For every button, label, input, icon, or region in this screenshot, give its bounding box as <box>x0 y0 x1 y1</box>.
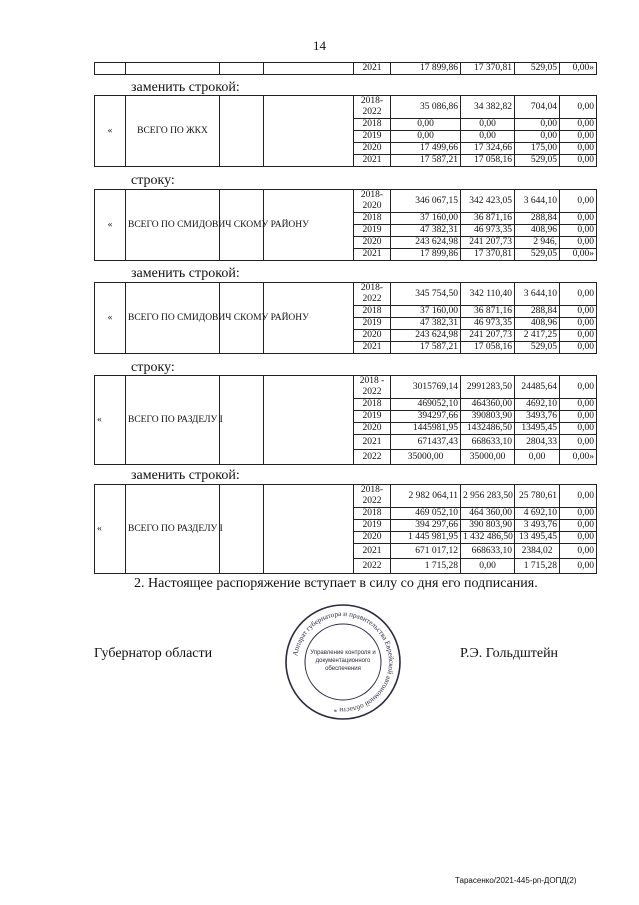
table-row: 2019 47 382,31 46 973,35 408,96 0,00 <box>95 225 597 237</box>
table-block-section-old <box>94 375 597 465</box>
table-row: « ВСЕГО ПО СМИДОВИЧ СКОМУ РАЙОНУ 2018-2020 346 067,15 342 423,05 3 644,10 0,00 <box>95 190 597 213</box>
table-row: 2019 0,00 0,00 0,00 0,00 <box>95 131 597 143</box>
page-number: 14 <box>313 38 326 53</box>
paragraph-effective-date: 2. Настоящее распоряжение вступает в силу со дня его подписания. <box>134 576 538 591</box>
table-row: 2021 671437,43 668633,10 2804,33 0,00 <box>95 435 597 450</box>
footer-file-ref: Тарасенко/2021-445-рп-ДОПД(2) <box>455 876 577 885</box>
svg-text:Управление контроля и: Управление контроля и <box>310 650 376 656</box>
table-row: « ВСЕГО ПО ЖКХ 2018-2022 35 086,86 34 382,82 704,04 0,00 <box>95 96 597 119</box>
table-row: 2020 17 499,66 17 324,66 175,00 0,00 <box>95 143 597 155</box>
table-row: 2020 243 624,98 241 207,73 2 417,25 0,00 <box>95 330 597 342</box>
svg-text:документационного: документационного <box>315 658 371 664</box>
table-row: 2019 47 382,31 46 973,35 408,96 0,00 <box>95 318 597 330</box>
table-row: 2020 243 624,98 241 207,73 2 946, 0,00 <box>95 237 597 249</box>
table-row: 2020 1445981,95 1432486,50 13495,45 0,00 <box>95 423 597 435</box>
table-row: 2018 469052,10 464360,00 4692,10 0,00 <box>95 399 597 411</box>
table-block-smidovich-old <box>94 189 597 261</box>
table-row: 2018 37 160,00 36 871,16 288,84 0,00 <box>95 213 597 225</box>
table-row: 2018 0,00 0,00 0,00 0,00 <box>95 119 597 131</box>
table-row: 2018 37 160,00 36 871,16 288,84 0,00 <box>95 306 597 318</box>
table-row: 2022 1 715,28 0,00 1 715,28 0,00 <box>95 559 597 574</box>
table-row: 2019 394297,66 390803,90 3493,76 0,00 <box>95 411 597 423</box>
table-block-smidovich-new <box>94 282 597 354</box>
table-row: 2022 35000,00 35000,00 0,00 0,00» <box>95 450 597 465</box>
table-row: 2018 469 052,10 464 360,00 4 692,10 0,00 <box>95 508 597 520</box>
phrase-line: строку: <box>131 173 175 188</box>
svg-text:Аппарат губернатора и правител: Аппарат губернатора и правительства Еврейской автономной области * <box>291 609 396 715</box>
table-row: « ВСЕГО ПО РАЗДЕЛУ I 2018 - 2022 3015769,14 2991283,50 24485,64 0,00 <box>95 376 597 399</box>
row-title: ВСЕГО ПО ЖКХ <box>126 96 220 167</box>
signature-name: Р.Э. Гольдштейн <box>460 646 559 661</box>
phrase-line: строку: <box>131 360 175 375</box>
table-row: 2019 394 297,66 390 803,90 3 493,76 0,00 <box>95 520 597 532</box>
table-top-row <box>94 62 597 75</box>
table-row: 2021 671 017,12 668633,10 2384,02 0,00 <box>95 544 597 559</box>
table-row: 2021 17 899,86 17 370,81 529,05 0,00» <box>95 63 597 75</box>
table-row: 2020 1 445 981,95 1 432 486,50 13 495,45 0,00 <box>95 532 597 544</box>
table-row: « ВСЕГО ПО РАЗДЕЛУ I 2018-2022 2 982 064,11 2 956 283,50 25 780,61 0,00 <box>95 485 597 508</box>
table-row: 2021 17 587,21 17 058,16 529,05 0,00 <box>95 342 597 354</box>
signature-position: Губернатор области <box>94 646 213 661</box>
row-title: ВСЕГО ПО РАЗДЕЛУ I <box>126 485 220 574</box>
table-row: « ВСЕГО ПО СМИДОВИЧ СКОМУ РАЙОНУ 2018-2022 345 754,50 342 110,40 3 644,10 0,00 <box>95 283 597 306</box>
table-block-zhkh-new <box>94 95 597 167</box>
table-row: 2021 17 587,21 17 058,16 529,05 0,00 <box>95 155 597 167</box>
phrase-replace-line: заменить строкой: <box>131 80 240 95</box>
svg-text:обеспечения: обеспечения <box>325 666 361 672</box>
row-title: ВСЕГО ПО РАЗДЕЛУ I <box>126 376 220 465</box>
row-title: ВСЕГО ПО СМИДОВИЧ СКОМУ РАЙОНУ <box>126 283 220 354</box>
phrase-replace-line: заменить строкой: <box>131 266 240 281</box>
row-title: ВСЕГО ПО СМИДОВИЧ СКОМУ РАЙОНУ <box>126 190 220 261</box>
table-row: 2021 17 899,86 17 370,81 529,05 0,00» <box>95 249 597 261</box>
phrase-replace-line: заменить строкой: <box>131 468 240 483</box>
table-block-section-new <box>94 484 597 574</box>
official-seal-stamp <box>283 602 403 722</box>
